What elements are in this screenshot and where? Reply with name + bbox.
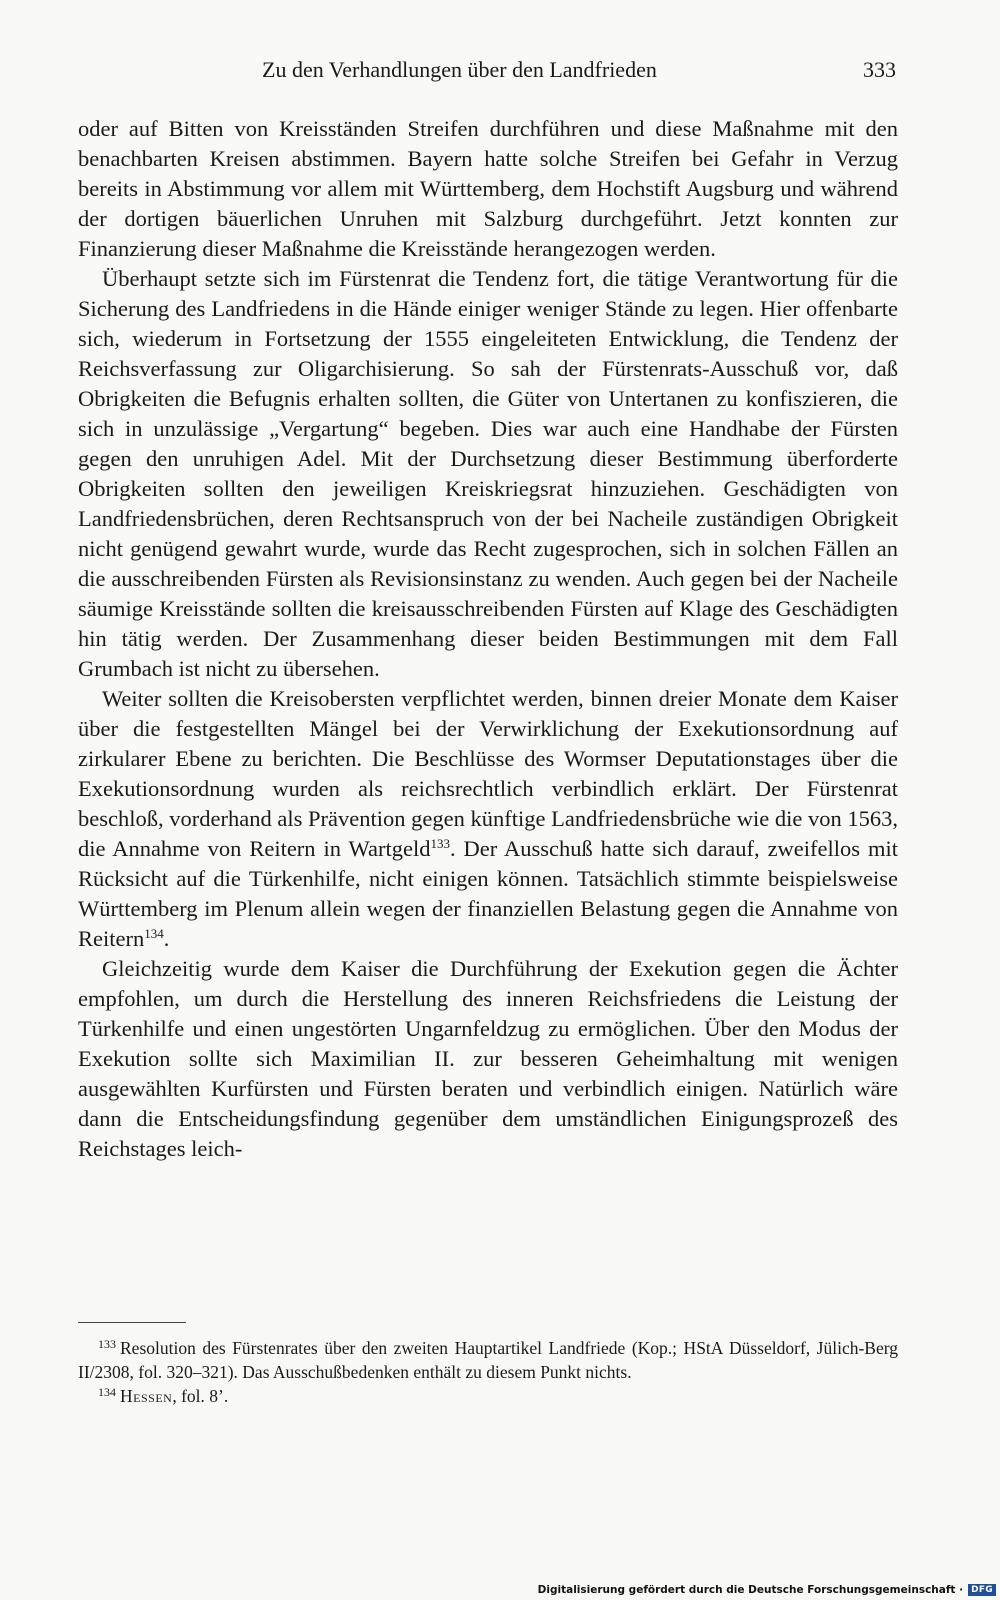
footnote [78, 1384, 898, 1408]
footnote-reference[interactable]: 134 [144, 926, 164, 941]
dfg-logo: DFG [968, 1584, 996, 1596]
footnote-text: Resolution des Fürstenrates über den zweiten Hauptartikel Landfriede (Kop.; HStA Düsseldorf, Jülich-Berg II/2308, fol. 320–321). Das Ausschußbedenken enthält zu diesem Punkt nichts. [78, 1338, 898, 1382]
footnote [78, 1336, 898, 1384]
footnote-divider [78, 1322, 186, 1323]
paragraph-text: . Der Ausschuß hatte sich darauf, zweifellos mit Rücksicht auf die Türkenhilfe, nicht einigen können. Tatsächlich stimmte beispielsweise Württemberg im Plenum allein wegen der finanziellen Belastung gegen die Annahme von Reitern [78, 836, 898, 951]
footnote-reference[interactable]: 133 [430, 836, 450, 851]
credit-text: Digitalisierung gefördert durch die Deutsche Forschungsgemeinschaft · [537, 1584, 964, 1596]
footnote-number: 134 [98, 1385, 116, 1399]
paragraph-text: oder auf Bitten von Kreisständen Streifen durchführen und diese Maßnahme mit den benachbarten Kreisen abstimmen. Bayern hatte solche Streifen bei Gefahr in Verzug bereits in Abstimmung vor allem mit Württemberg, dem Hochstift Augsburg und während der dortigen bäuerlichen Unruhen mit Salzburg durchgeführt. Jetzt konnten zur Finanzierung dieser Maßnahme die Kreisstände herangezogen werden. [78, 116, 898, 261]
paragraph-text: Überhaupt setzte sich im Fürstenrat die Tendenz fort, die tätige Verantwortung für die Sicherung des Landfriedens in die Hände einiger weniger Stände zu legen. Hier offenbarte sich, wiederum in Fortsetzung der 1555 eingeleiteten Entwicklung, die Tendenz der Reichsverfassung zur Oligarchisierung. So sah der Fürstenrats-Ausschuß vor, daß Obrigkeiten die Befugnis erhalten sollten, die Güter von Untertanen zu konfiszieren, die sich in unzulässige „Vergartung“ begeben. Dies war auch eine Handhabe der Fürsten gegen den unruhigen Adel. Mit der Durchsetzung dieser Bestimmung überforderte Obrigkeiten sollten den jeweiligen Kreiskriegsrat hinzuziehen. Geschädigten von Landfriedensbrüchen, deren Rechtsanspruch von der bei Nacheile zuständigen Obrigkeit nicht genügend gewahrt wurde, wurde das Recht zugesprochen, sich in solchen Fällen an die ausschreibenden Fürsten als Revisionsinstanz zu wenden. Auch gegen bei der Nacheile säumige Kreisstände sollten die kreisausschreibenden Fürsten auf Klage des Geschädigten hin tätig werden. Der Zusammenhang dieser beiden Bestimmungen mit dem Fall Grumbach ist nicht zu übersehen. [78, 266, 898, 681]
footnote-author: Hessen [120, 1386, 173, 1406]
running-header [78, 55, 896, 85]
page-number: 333 [863, 57, 896, 82]
paragraph [78, 114, 898, 264]
paragraph-text: . [163, 926, 170, 951]
paragraph-text: Weiter sollten die Kreisobersten verpflichtet werden, binnen dreier Monate dem Kaiser über die festgestellten Mängel bei der Verwirklichung der Exekutionsordnung auf zirkularer Ebene zu berichten. Die Beschlüsse des Wormser Deputationstages über die Exekutionsordnung wurden als reichsrechtlich verbindlich erklärt. Der Fürstenrat beschloß, vorderhand als Prävention gegen künftige Landfriedensbrüche wie die von 1563, die Annahme von Reitern in Wartgeld [78, 686, 898, 861]
main-text [78, 114, 898, 1164]
paragraph [78, 684, 898, 954]
footnote-number: 133 [98, 1337, 116, 1351]
paragraph [78, 264, 898, 684]
digitization-credit [538, 1584, 996, 1596]
footnotes [78, 1322, 898, 1408]
running-title: Zu den Verhandlungen über den Landfrieden [262, 57, 657, 82]
footnote-text: , fol. 8’. [172, 1386, 229, 1406]
paragraph-text: Gleichzeitig wurde dem Kaiser die Durchführung der Exekution gegen die Ächter empfohlen, um durch die Herstellung des inneren Reichsfriedens die Leistung der Türkenhilfe und einen ungestörten Ungarnfeldzug zu ermöglichen. Über den Modus der Exekution sollte sich Maximilian II. zur besseren Geheimhaltung mit wenigen ausgewählten Kurfürsten und Fürsten beraten und verbindlich einigen. Natürlich wäre dann die Entscheidungsfindung gegenüber dem umständlichen Einigungsprozeß des Reichstages leich- [78, 956, 898, 1161]
paragraph [78, 954, 898, 1164]
